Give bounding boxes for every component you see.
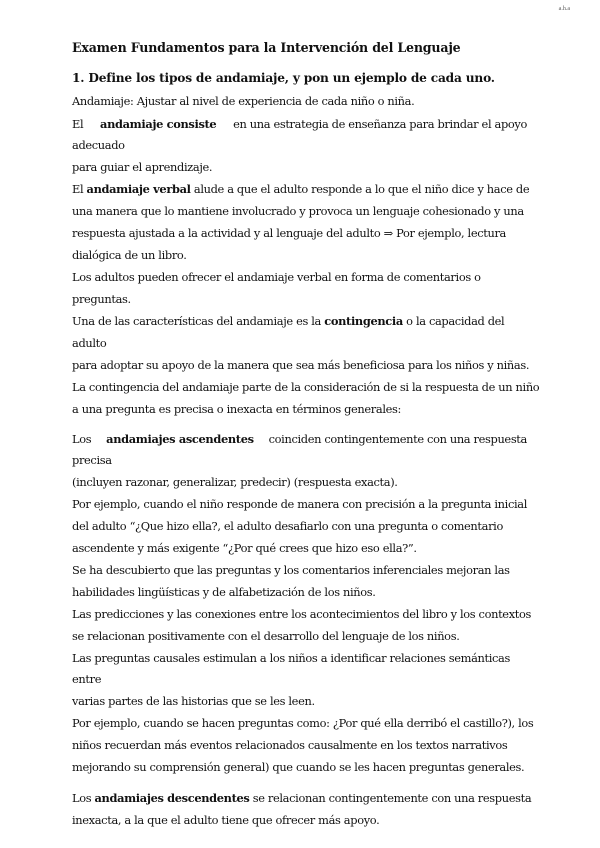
paragraph-line: se relacionan positivamente con el desarrollo del lenguaje de los niños. — [72, 629, 460, 643]
paragraph-line: varias partes de las historias que se les leen. — [72, 694, 315, 708]
paragraph-line: Las preguntas causales estimulan a los niños a identificar relaciones semánticas — [72, 651, 510, 665]
bold-term: andamiaje verbal — [86, 182, 191, 196]
paragraph-line: ascendente y más exigente “¿Por qué crees que hizo eso ella?”. — [72, 541, 417, 555]
paragraph-line: para adoptar su apoyo de la manera que sea más beneficiosa para los niños y niñas. — [72, 358, 530, 372]
paragraph-line: Los adultos pueden ofrecer el andamiaje verbal en forma de comentarios o — [72, 270, 481, 284]
document-title: Examen Fundamentos para la Intervención del Lenguaje — [72, 40, 461, 55]
paragraph-line: Una de las características del andamiaje es la contingencia o la capacidad del — [72, 314, 505, 328]
bold-term: andamiaje consiste — [100, 117, 217, 131]
paragraph-line: precisa — [72, 453, 112, 467]
paragraph-line: a una pregunta es precisa o inexacta en términos generales: — [72, 402, 402, 416]
paragraph-line: Andamiaje: Ajustar al nivel de experiencia de cada niño o niña. — [72, 94, 415, 108]
bold-term: andamiajes descendentes — [94, 791, 250, 805]
paragraph-line: Las predicciones y las conexiones entre los acontecimientos del libro y los contextos — [72, 607, 531, 621]
paragraph-line: preguntas. — [72, 292, 131, 306]
paragraph-line: entre — [72, 672, 102, 686]
paragraph-line: habilidades lingüísticas y de alfabetización de los niños. — [72, 585, 376, 599]
bold-term: contingencia — [324, 314, 403, 328]
paragraph-line: Por ejemplo, cuando el niño responde de manera con precisión a la pregunta inicial — [72, 497, 528, 511]
paragraph-line: adulto — [72, 336, 107, 350]
paragraph-line: La contingencia del andamiaje parte de la consideración de si la respuesta de un niño — [72, 380, 540, 394]
paragraph-line: adecuado — [72, 138, 125, 152]
paragraph-line: El andamiaje verbal alude a que el adulto responde a lo que el niño dice y hace de — [72, 182, 530, 196]
paragraph-line: Por ejemplo, cuando se hacen preguntas como: ¿Por qué ella derribó el castillo?), los — [72, 716, 534, 730]
paragraph-line: para guiar el aprendizaje. — [72, 160, 213, 174]
paragraph-line: respuesta ajustada a la actividad y al lenguaje del adulto ⇒ Por ejemplo, lectura — [72, 226, 507, 240]
paragraph-line: dialógica de un libro. — [72, 248, 187, 262]
bold-term: andamiajes ascendentes — [106, 432, 254, 446]
paragraph-line: Los andamiajes descendentes se relacionan contingentemente con una respuesta — [72, 791, 532, 805]
paragraph-line: El andamiaje consiste en una estrategia de enseñanza para brindar el apoyo — [72, 117, 527, 131]
paragraph-line: Los andamiajes ascendentes coinciden contingentemente con una respuesta — [72, 432, 527, 446]
question-heading: 1. Define los tipos de andamiaje, y pon un ejemplo de cada uno. — [72, 71, 495, 85]
paragraph-line: Se ha descubierto que las preguntas y los comentarios inferenciales mejoran las — [72, 563, 510, 577]
paragraph-line: una manera que lo mantiene involucrado y provoca un lenguaje cohesionado y una — [72, 204, 524, 218]
paragraph-line: (incluyen razonar, generalizar, predecir) (respuesta exacta). — [72, 475, 398, 489]
paragraph-line: niños recuerdan más eventos relacionados causalmente en los textos narrativos — [72, 738, 508, 752]
page-corner-mark: a.h.a — [558, 6, 570, 12]
paragraph-line: inexacta, a la que el adulto tiene que ofrecer más apoyo. — [72, 813, 380, 827]
paragraph-line: mejorando su comprensión general) que cuando se les hacen preguntas generales. — [72, 760, 525, 774]
paragraph-line: del adulto “¿Que hizo ella?, el adulto desafiarlo con una pregunta o comentario — [72, 519, 503, 533]
